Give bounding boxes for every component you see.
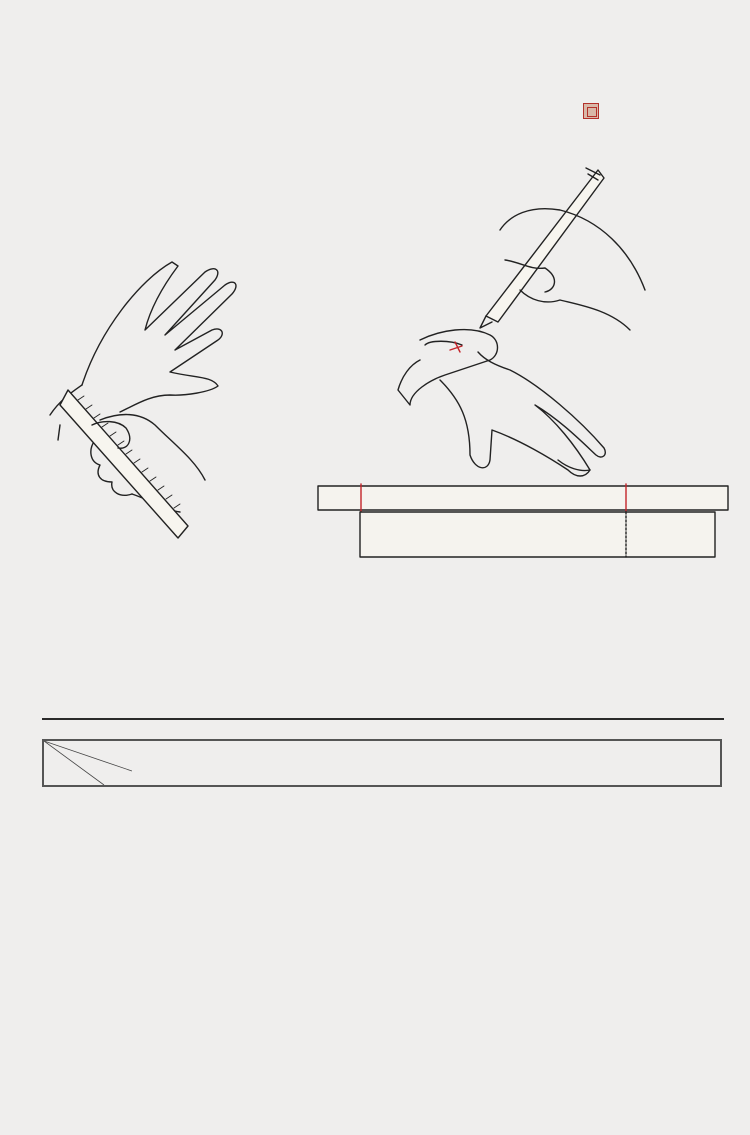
ruler-drawing: [318, 484, 728, 557]
seal-stamp-icon: [583, 103, 599, 119]
size-table: [42, 739, 722, 787]
soft-tape-hand-drawing: [50, 262, 236, 538]
ruler-hand-drawing: [398, 168, 645, 476]
table-header-row: [43, 740, 721, 786]
measurement-illustration: [0, 150, 750, 570]
table-corner-cell: [43, 740, 721, 786]
section-divider: [42, 718, 724, 720]
corner-diagonal-lines: [44, 741, 132, 785]
